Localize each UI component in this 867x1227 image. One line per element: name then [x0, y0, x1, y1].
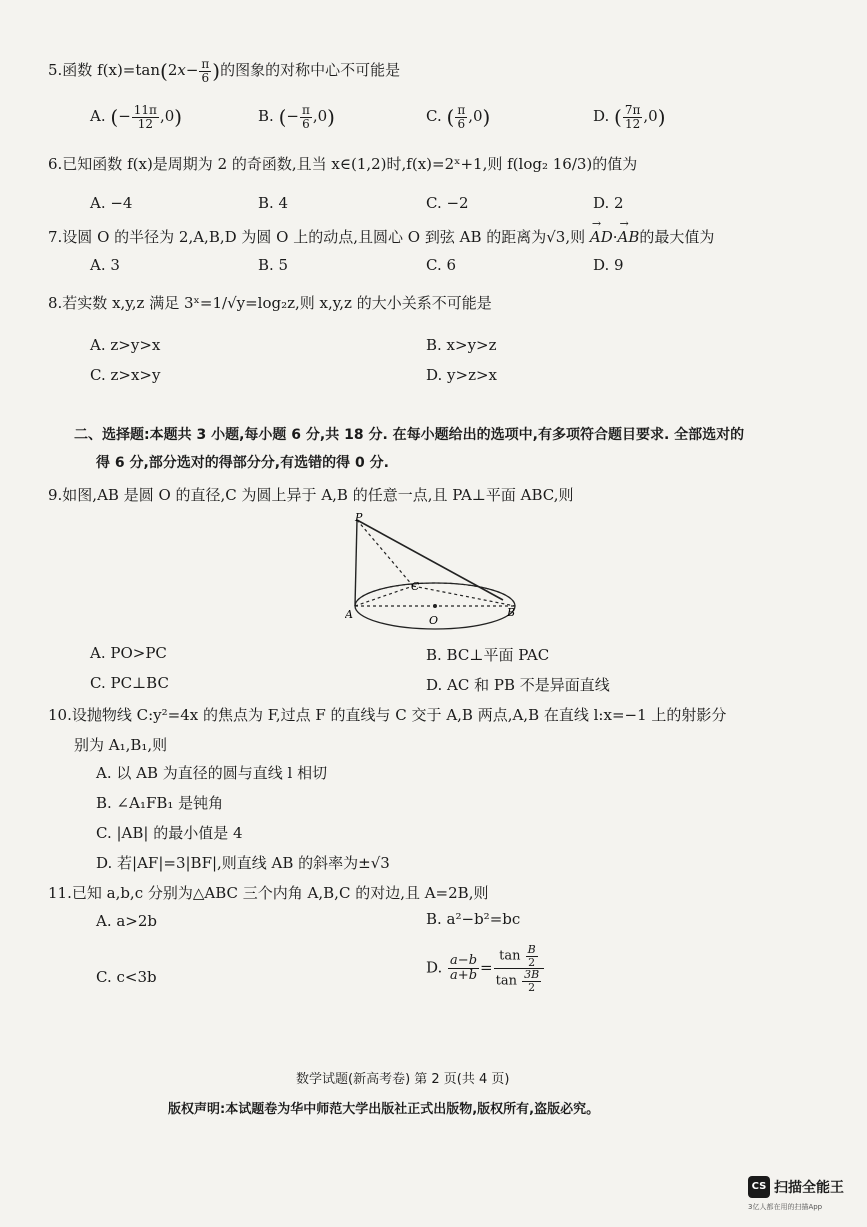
q11-option-b: B. a²−b²=bc: [426, 910, 521, 928]
q6-option-b: B. 4: [258, 194, 289, 212]
q8-option-c: C. z>x>y: [90, 366, 161, 384]
q7-option-b: B. 5: [258, 256, 289, 274]
figure-label-a: A: [345, 608, 353, 621]
q9-option-c: C. PC⊥BC: [90, 674, 169, 692]
q9-option-b: B. BC⊥平面 PAC: [426, 646, 550, 664]
q5-option-c: C. ( $\frac{\pi}{6}$ ,0): [426, 103, 491, 131]
q9-stem: 9.如图,AB 是圆 O 的直径,C 为圆上异于 A,B 的任意一点,且 PA⊥平面 ABC,则: [48, 486, 574, 504]
scanner-tagline: 3亿人都在用的扫描App: [748, 1203, 823, 1211]
q10-option-a: A. 以 AB 为直径的圆与直线 l 相切: [96, 764, 328, 782]
q6-stem: 6.已知函数 f(x)是周期为 2 的奇函数,且当 x∈(1,2)时,f(x)=2ˣ+1,则 f(log₂ 16/3)的值为: [48, 155, 638, 173]
figure-edge-pb: [357, 520, 503, 600]
q8-stem: 8.若实数 x,y,z 满足 3ˣ=1/√y=log₂z,则 x,y,z 的大小关系不可能是: [48, 294, 492, 312]
scanner-badge: CS: [748, 1176, 770, 1198]
q5-option-d: D. ( $\frac{7\pi}{12}$ ,0): [593, 103, 666, 131]
q7-stem: 7.设圆 O 的半径为 2,A,B,D 为圆 O 上的动点,且圆心 O 到弦 AB 的距离为√3,则 → AD·→ AB的最大值为: [48, 226, 714, 247]
q7-option-a: A. 3: [90, 256, 120, 274]
scanner-name: 扫描全能王: [774, 1180, 844, 1196]
page-footer: 数学试题(新高考卷) 第 2 页(共 4 页): [296, 1072, 510, 1087]
copyright-notice: 版权声明:本试题卷为华中师范大学出版社正式出版物,版权所有,盗版必究。: [168, 1102, 600, 1117]
q6-option-d: D. 2: [593, 194, 624, 212]
q8-option-a: A. z>y>x: [90, 336, 161, 354]
figure-label-p: P: [355, 511, 363, 524]
figure-label-o: O: [429, 614, 439, 627]
q11-option-c: C. c<3b: [96, 968, 157, 986]
figure-center-dot: [433, 604, 437, 608]
q8-option-b: B. x>y>z: [426, 336, 497, 354]
figure-edge-pa: [355, 520, 357, 606]
scanner-logo: [748, 1176, 844, 1212]
q10-option-d: D. 若|AF|=3|BF|,则直线 AB 的斜率为±√3: [96, 854, 390, 872]
q5-option-a: A. (− $\frac{11\pi}{12}$ ,0): [90, 103, 183, 131]
figure-circle-back: [355, 583, 515, 606]
q11-stem: 11.已知 a,b,c 分别为△ABC 三个内角 A,B,C 的对边,且 A=2B,则: [48, 884, 489, 902]
q5-stem: 5.函数 f(x)=tan(2x− $\frac{\pi}{6}$ )的图象的对称中心不可能是: [48, 57, 401, 85]
figure-label-c: C: [411, 580, 420, 593]
q10-line2: 别为 A₁,B₁,则: [74, 736, 168, 754]
q10-line1: 10.设抛物线 C:y²=4x 的焦点为 F,过点 F 的直线与 C 交于 A,B 两点,A,B 在直线 l:x=−1 上的射影分: [48, 706, 727, 724]
figure-edge-cb: [413, 586, 515, 606]
q7-option-d: D. 9: [593, 256, 624, 274]
q6-option-a: A. −4: [90, 194, 133, 212]
q10-option-c: C. |AB| 的最小值是 4: [96, 824, 243, 842]
q9-option-d: D. AC 和 PB 不是异面直线: [426, 676, 610, 694]
section2-line1: 二、选择题:本题共 3 小题,每小题 6 分,共 18 分. 在每小题给出的选项中,有多项符合题目要求. 全部选对的: [74, 427, 745, 443]
q10-option-b: B. ∠A₁FB₁ 是钝角: [96, 794, 224, 812]
section2-line2: 得 6 分,部分选对的得部分分,有选错的得 0 分.: [96, 455, 389, 471]
q8-option-d: D. y>z>x: [426, 366, 498, 384]
figure-edge-pc: [357, 520, 413, 586]
q11-option-a: A. a>2b: [96, 912, 158, 930]
q9-figure: [345, 508, 525, 638]
q7-option-c: C. 6: [426, 256, 457, 274]
q6-option-c: C. −2: [426, 194, 469, 212]
q11-option-d: D. $\frac{a-b}{a+b}$ = tan $\frac{B}{2}$ tan $\frac{3B}{2}$: [426, 944, 545, 993]
q5-option-b: B. (− $\frac{\pi}{6}$ ,0): [258, 103, 335, 131]
q9-option-a: A. PO>PC: [90, 644, 167, 662]
figure-label-b: B: [507, 606, 516, 619]
